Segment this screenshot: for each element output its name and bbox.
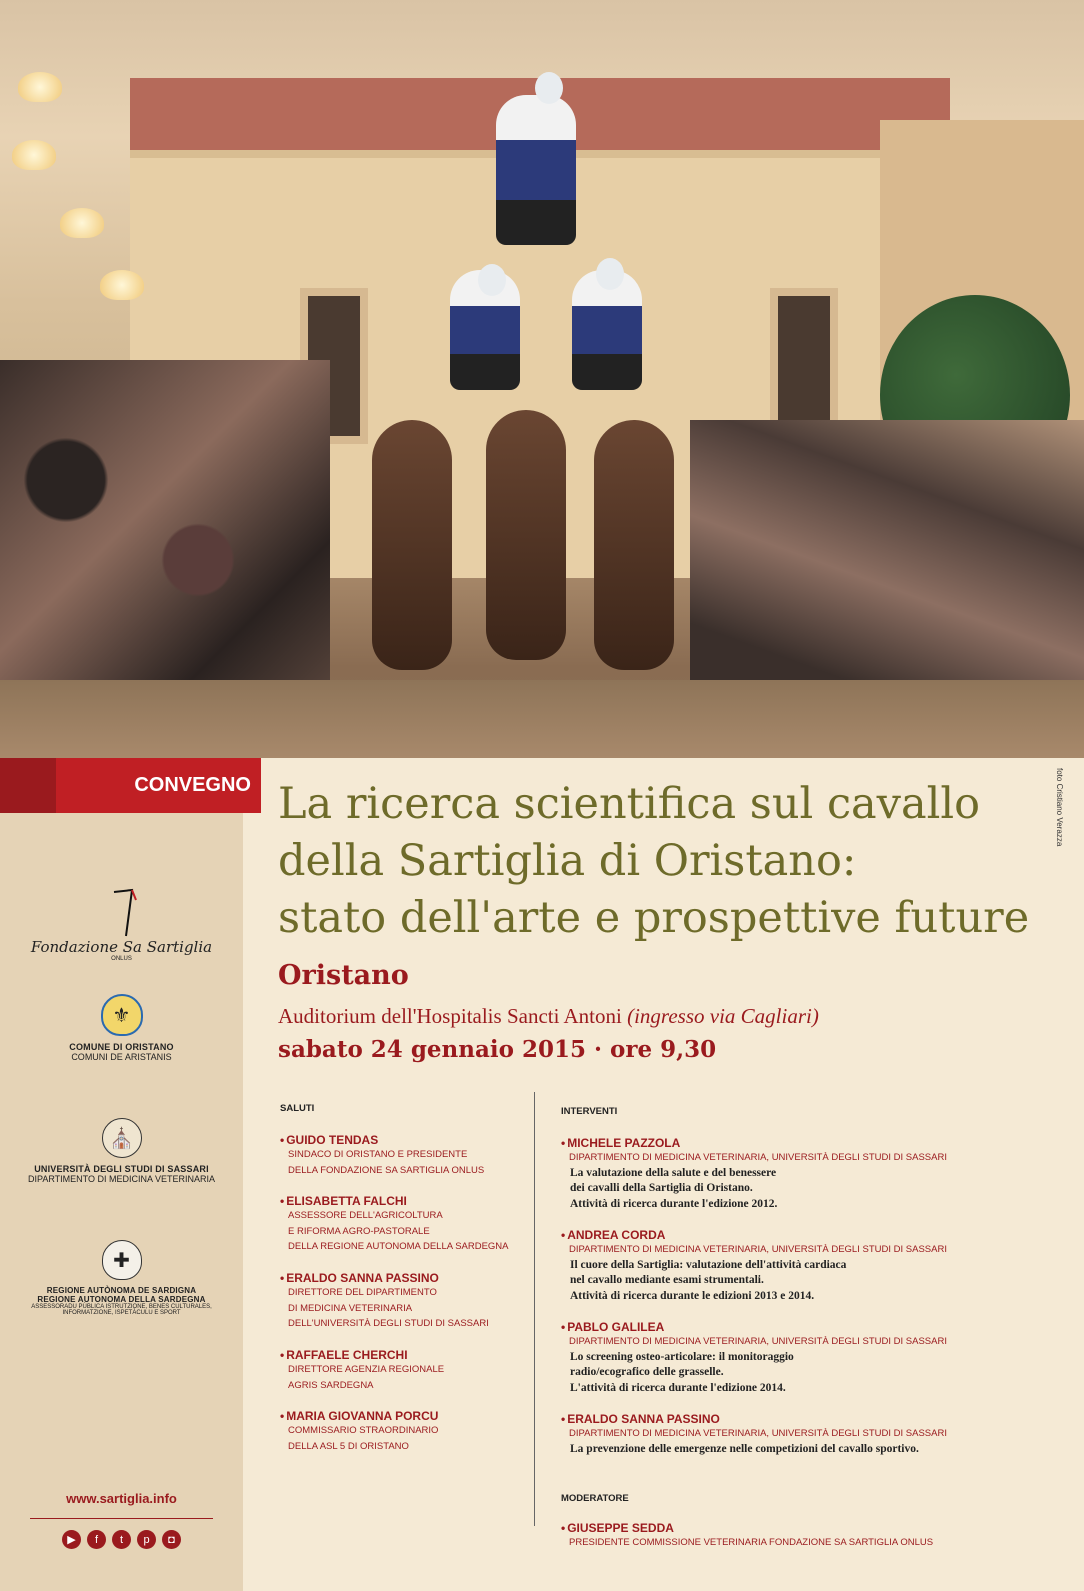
talk-title: Il cuore della Sartiglia: valutazione dell'attività cardiaca [570,1258,847,1271]
speaker-name: • ERALDO SANNA PASSINO [280,1271,439,1285]
university-seal-icon: ⛪ [102,1118,142,1158]
horse [486,410,566,660]
speaker-role: DI MEDICINA VETERINARIA [288,1302,413,1314]
speaker-role: DIPARTIMENTO DI MEDICINA VETERINARIA, UNIVERSITÀ DEGLI STUDI DI SASSARI [569,1336,947,1347]
speaker-role: DIRETTORE AGENZIA REGIONALE [288,1364,445,1375]
instagram-icon[interactable]: ◘ [162,1530,181,1549]
speaker-role: AGRIS SARDEGNA [288,1379,374,1391]
street-lamp [100,270,144,300]
speaker-role: PRESIDENTE COMMISSIONE VETERINARIA FONDAZIONE SA SARTIGLIA ONLUS [569,1537,934,1548]
talk-title: La valutazione della salute e del benessere [570,1166,777,1179]
logo-universita [0,1118,243,1184]
title-line: La ricerca scientifica sul cavallo [278,779,981,829]
speaker-name: • GUIDO TENDAS [280,1133,379,1147]
twitter-icon[interactable]: t [112,1530,131,1549]
rider-mask [596,258,624,290]
regione-line1: REGIONE AUTÒNOMA DE SARDIGNA [46,1286,197,1295]
fondazione-sub: ONLUS [111,956,132,962]
regione-line4: INFORMATZIONE, ISPETÀCULU E SPORT [62,1310,181,1316]
title-line: stato dell'arte e prospettive future [278,893,1030,943]
website-link[interactable]: www.sartiglia.info [66,1491,177,1506]
badge-accent [0,758,56,813]
rider-standing [496,95,576,245]
speaker-role: E RIFORMA AGRO-PASTORALE [288,1225,430,1237]
comune-crest-icon: ⚜ [101,994,143,1036]
speaker-role: DELLA REGIONE AUTONOMA DELLA SARDEGNA [288,1241,509,1252]
photo-credit: foto Cristiano Verazza [1055,768,1064,847]
comune-line2: COMUNI DE ARISTANIS [71,1052,172,1062]
saluti-item [280,1348,444,1393]
speaker-role: ASSESSORE DELL'AGRICOLTURA [288,1210,443,1221]
regione-line3: ASSESSORADU PÙBLICA ISTRUTZIONE, BENES CULTURALES, [31,1304,212,1310]
logo-fondazione [0,888,243,962]
speaker-role: SINDACO DI ORISTANO E PRESIDENTE [288,1149,468,1160]
interventi-item [561,1228,947,1304]
speaker-role: DIPARTIMENTO DI MEDICINA VETERINARIA, UNIVERSITÀ DEGLI STUDI DI SASSARI [569,1152,947,1163]
social-icons [62,1530,181,1549]
event-datetime: sabato 24 gennaio 2015 · ore 9,30 [278,1036,717,1063]
speaker-role: DIPARTIMENTO DI MEDICINA VETERINARIA, UNIVERSITÀ DEGLI STUDI DI SASSARI [569,1428,947,1439]
talk-title: radio/ecografico delle grasselle. [570,1366,724,1378]
title-line: della Sartiglia di Oristano: [278,836,857,886]
talk-title: Attività di ricerca durante le edizioni 2013 e 2014. [570,1289,815,1302]
interventi-item [561,1136,947,1212]
fondazione-name: Fondazione Sa Sartiglia [30,938,213,956]
sartiglia-logo-icon [92,888,152,938]
logo-regione [0,1240,243,1316]
speaker-role: DIRETTORE DEL DIPARTIMENTO [288,1287,437,1298]
universita-line2: DIPARTIMENTO DI MEDICINA VETERINARIA [27,1174,216,1184]
logo-comune [0,994,243,1062]
comune-line1: COMUNE DI ORISTANO [69,1042,174,1052]
saluti-item [280,1271,489,1332]
event-title [278,776,1038,947]
facebook-icon[interactable]: f [87,1530,106,1549]
rider-mask [535,72,563,104]
venue-name: Auditorium dell'Hospitalis Sancti Antoni [278,1004,622,1028]
dirt-track [0,680,1084,758]
speaker-role: COMMISSARIO STRAORDINARIO [288,1425,439,1436]
crowd-right [690,420,1084,710]
speaker-role: DELL'UNIVERSITÀ DEGLI STUDI DI SASSARI [288,1318,489,1329]
interventi-heading: INTERVENTI [561,1106,618,1117]
horse [372,420,452,670]
talk-title: La prevenzione delle emergenze nelle competizioni del cavallo sportivo. [570,1442,919,1455]
street-lamp [18,72,62,102]
moderatore-item [561,1521,933,1551]
regione-line2: REGIONE AUTONOMA DELLA SARDEGNA [37,1295,206,1304]
interventi-item [561,1412,947,1457]
regione-crest-icon: ✚ [102,1240,142,1280]
saluti-heading: SALUTI [280,1103,315,1114]
talk-title: dei cavalli della Sartiglia di Oristano. [570,1182,753,1194]
interventi-item [561,1320,947,1396]
speaker-role: DELLA ASL 5 DI ORISTANO [288,1440,409,1452]
speaker-name: • MICHELE PAZZOLA [561,1136,681,1150]
horse [594,420,674,670]
speaker-name: • RAFFAELE CHERCHI [280,1348,408,1362]
youtube-icon[interactable]: ▶ [62,1530,81,1549]
column-divider [534,1092,535,1526]
talk-title: nel cavallo mediante esami strumentali. [570,1274,764,1286]
speaker-name: • ANDREA CORDA [561,1228,666,1242]
rider-mask [478,264,506,296]
saluti-item [280,1409,438,1454]
talk-title: Attività di ricerca durante l'edizione 2012. [570,1197,778,1210]
event-venue [278,1004,819,1029]
talk-title: L'attività di ricerca durante l'edizione 2014. [570,1381,786,1394]
divider [30,1518,213,1519]
street-lamp [60,208,104,238]
speaker-role: DELLA FONDAZIONE SA SARTIGLIA ONLUS [288,1164,485,1176]
speaker-role: DIPARTIMENTO DI MEDICINA VETERINARIA, UNIVERSITÀ DEGLI STUDI DI SASSARI [569,1244,947,1255]
moderatore-heading: MODERATORE [561,1493,629,1504]
speaker-name: • ERALDO SANNA PASSINO [561,1412,720,1426]
speaker-name: • GIUSEPPE SEDDA [561,1521,674,1535]
saluti-item [280,1133,484,1178]
venue-entrance: (ingresso via Cagliari) [627,1004,819,1028]
pinterest-icon[interactable]: p [137,1530,156,1549]
event-type-badge: CONVEGNO [56,758,261,813]
universita-line1: UNIVERSITÀ DEGLI STUDI DI SASSARI [34,1164,209,1174]
hero-photo [0,0,1084,758]
event-city: Oristano [278,960,409,991]
speaker-name: • ELISABETTA FALCHI [280,1194,407,1208]
speaker-name: • MARIA GIOVANNA PORCU [280,1409,439,1423]
speaker-name: • PABLO GALILEA [561,1320,665,1334]
saluti-item [280,1194,509,1255]
street-lamp [12,140,56,170]
talk-title: Lo screening osteo-articolare: il monitoraggio [570,1350,794,1363]
